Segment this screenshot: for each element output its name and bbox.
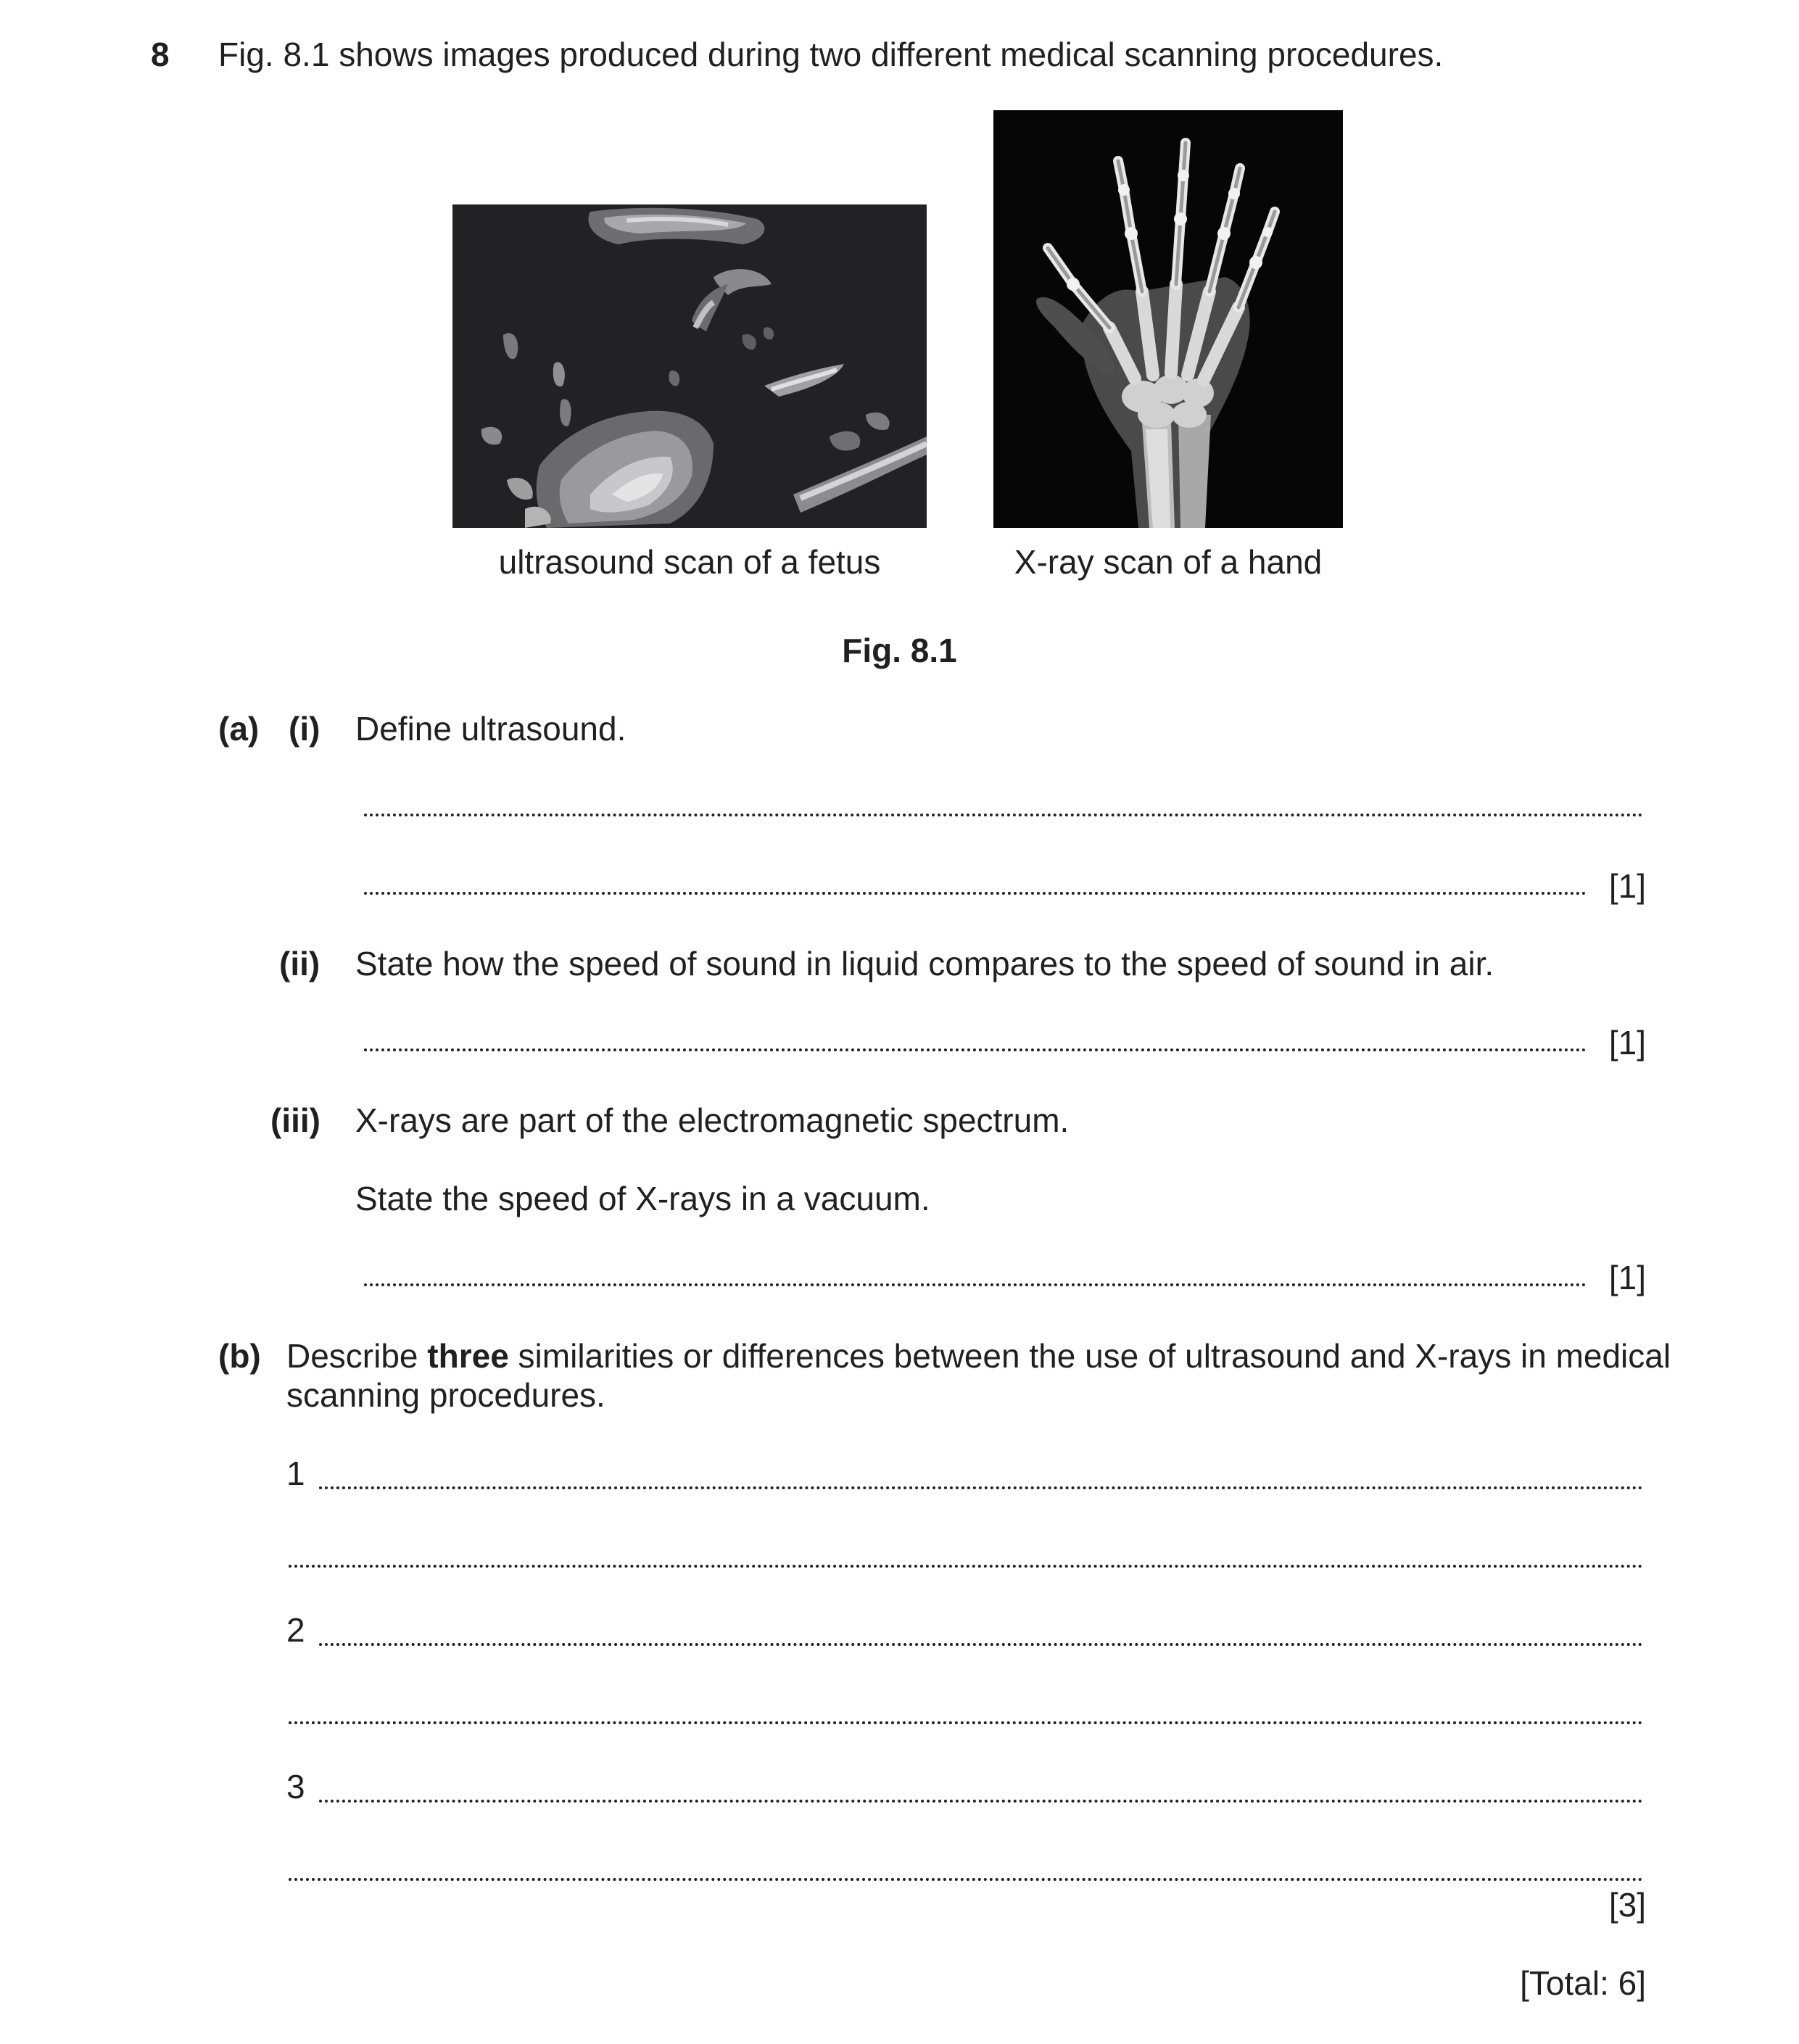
answer-line[interactable]: [289, 1721, 1643, 1724]
item-number: 2: [286, 1611, 305, 1649]
question-number: 8: [151, 36, 170, 73]
mark-allocation: [1]: [1608, 867, 1646, 905]
xray-hand-image: [993, 110, 1343, 528]
answer-line[interactable]: [289, 1878, 1643, 1881]
part-a-ii-label: (ii): [279, 945, 320, 982]
answer-line[interactable]: [289, 1565, 1643, 1568]
total-marks: [Total: 6]: [1520, 1964, 1646, 2002]
mark-allocation: [1]: [1608, 1259, 1646, 1296]
answer-line[interactable]: [364, 1048, 1587, 1051]
ultrasound-caption: ultrasound scan of a fetus: [498, 543, 881, 581]
part-a-i-label: (i): [289, 710, 320, 748]
answer-line[interactable]: [319, 1486, 1643, 1489]
answer-line[interactable]: [319, 1643, 1643, 1646]
ultrasound-image: [452, 204, 927, 528]
figure-label: Fig. 8.1: [842, 632, 957, 669]
part-a-label: (a): [218, 710, 260, 748]
answer-line[interactable]: [364, 892, 1587, 895]
part-b-question-line2: scanning procedures.: [286, 1376, 605, 1414]
item-number: 1: [286, 1455, 305, 1492]
question-intro: Fig. 8.1 shows images produced during two different medical scanning procedures.: [218, 36, 1444, 73]
part-a-i-question: Define ultrasound.: [355, 710, 626, 748]
part-a-iii-question: State the speed of X-rays in a vacuum.: [355, 1180, 930, 1217]
answer-line[interactable]: [364, 814, 1643, 816]
item-number: 3: [286, 1768, 305, 1805]
part-b-question-line1: Describe three similarities or differences between the use of ultrasound and X-rays in medical: [286, 1337, 1671, 1375]
mark-allocation: [3]: [1608, 1886, 1646, 1924]
part-a-ii-question: State how the speed of sound in liquid compares to the speed of sound in air.: [355, 945, 1494, 982]
mark-allocation: [1]: [1608, 1024, 1646, 1062]
answer-line[interactable]: [364, 1283, 1587, 1286]
xray-caption: X-ray scan of a hand: [1014, 543, 1323, 581]
part-a-iii-label: (iii): [270, 1101, 320, 1139]
part-a-iii-statement: X-rays are part of the electromagnetic spectrum.: [355, 1101, 1070, 1139]
part-b-label: (b): [218, 1337, 261, 1375]
answer-line[interactable]: [319, 1800, 1643, 1803]
